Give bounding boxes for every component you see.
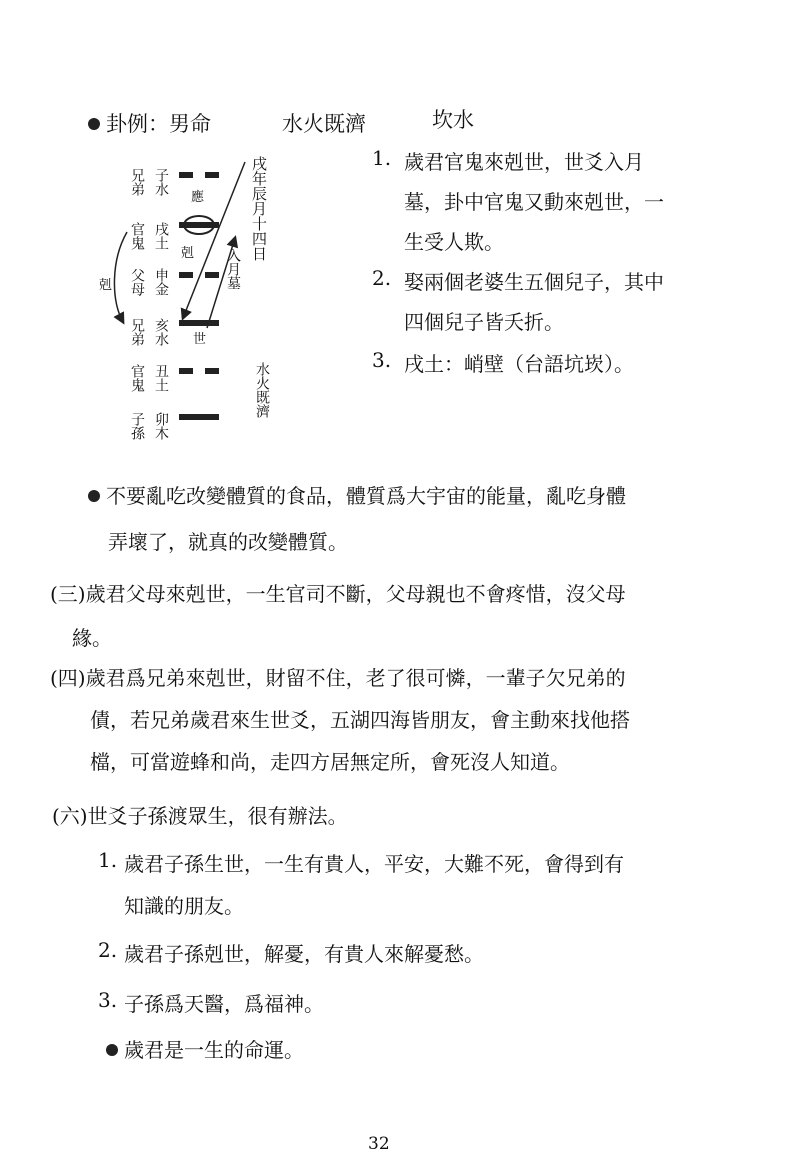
- row1-branch: 子水: [153, 168, 169, 196]
- san-para-line1: (三)歲君父母來剋世，一生官司不斷，父母親也不會疼惜，沒父母: [50, 582, 626, 606]
- note-1-line1: 歲君官鬼來剋世，世爻入月: [404, 150, 644, 174]
- note-2-line1: 娶兩個老婆生五個兒子，其中: [404, 270, 664, 294]
- date-vertical: 戌年辰月十四日: [250, 156, 268, 261]
- side-ke: 剋: [99, 278, 113, 293]
- row4-relation: 兄弟: [129, 318, 145, 346]
- row5-relation: 官鬼: [129, 364, 145, 392]
- liu-item-2-num: 2.: [98, 938, 118, 962]
- row4-tag: 世: [193, 332, 207, 347]
- row1-relation: 兄弟: [129, 168, 145, 196]
- palace-name: 坎水: [432, 108, 474, 132]
- page-number: 32: [368, 1134, 390, 1154]
- fate-line: 歲君是一生的命運。: [106, 1034, 304, 1063]
- bullet-icon: [88, 490, 100, 502]
- si-para-line3: 檔，可當遊蜂和尚，走四方居無定所，會死沒人知道。: [90, 750, 570, 774]
- liu-para-heading: (六)世爻子孫渡眾生，很有辦法。: [52, 804, 348, 828]
- bullet-icon: [88, 118, 100, 130]
- row3-relation: 父母: [129, 268, 145, 296]
- liu-item-3-num: 3.: [98, 988, 118, 1012]
- note-1-line3: 生受人欺。: [404, 230, 504, 254]
- si-para-line1: (四)歲君爲兄弟來剋世，財留不住，老了很可憐，一輩子欠兄弟的: [50, 666, 626, 690]
- row3-branch: 申金: [153, 268, 169, 296]
- liu-item-1-line1: 歲君子孫生世，一生有貴人，平安，大難不死，會得到有: [124, 852, 624, 876]
- liu-item-1-num: 1.: [98, 848, 118, 872]
- note-2-num: 2.: [372, 266, 392, 290]
- row2-relation: 官鬼: [129, 222, 145, 250]
- bullet-icon: [106, 1044, 118, 1056]
- example-label: 卦例：男命: [106, 112, 211, 136]
- row5-branch: 丑土: [153, 364, 169, 392]
- row6-branch: 卯木: [153, 412, 169, 440]
- tomb-vertical: 入月墓: [225, 248, 241, 290]
- liu-item-3-line1: 子孫爲天醫，爲福神。: [124, 992, 324, 1016]
- food-para-line1: 不要亂吃改變體質的食品，體質爲大宇宙的能量，亂吃身體: [88, 480, 626, 509]
- note-3-line1: 戌土：峭壁（台語坑崁）。: [404, 352, 634, 376]
- note-2-line2: 四個兒子皆夭折。: [404, 310, 564, 334]
- hexagram-diagram: [95, 150, 295, 450]
- food-para-line2: 弄壞了，就真的改變體質。: [108, 530, 348, 554]
- liu-item-2-line1: 歲君子孫剋世，解憂，有貴人來解憂愁。: [124, 942, 484, 966]
- note-1-num: 1.: [372, 146, 392, 170]
- note-1-line2: 墓，卦中官鬼又動來剋世，一: [404, 190, 664, 214]
- row2-branch: 戌土: [153, 222, 169, 250]
- row1-tag: 應: [191, 190, 205, 205]
- row6-relation: 子孫: [129, 412, 145, 440]
- row4-branch: 亥水: [153, 318, 169, 346]
- san-para-line2: 緣。: [72, 626, 112, 650]
- liu-item-1-line2: 知識的朋友。: [124, 894, 244, 918]
- row2-tag: 剋: [181, 246, 195, 261]
- note-3-num: 3.: [372, 348, 392, 372]
- hexagram-name: 水火既濟: [282, 112, 366, 136]
- hexagram-vertical: 水火既濟: [254, 362, 270, 418]
- example-heading: [88, 108, 211, 138]
- si-para-line2: 債，若兄弟歲君來生世爻，五湖四海皆朋友，會主動來找他搭: [90, 708, 630, 732]
